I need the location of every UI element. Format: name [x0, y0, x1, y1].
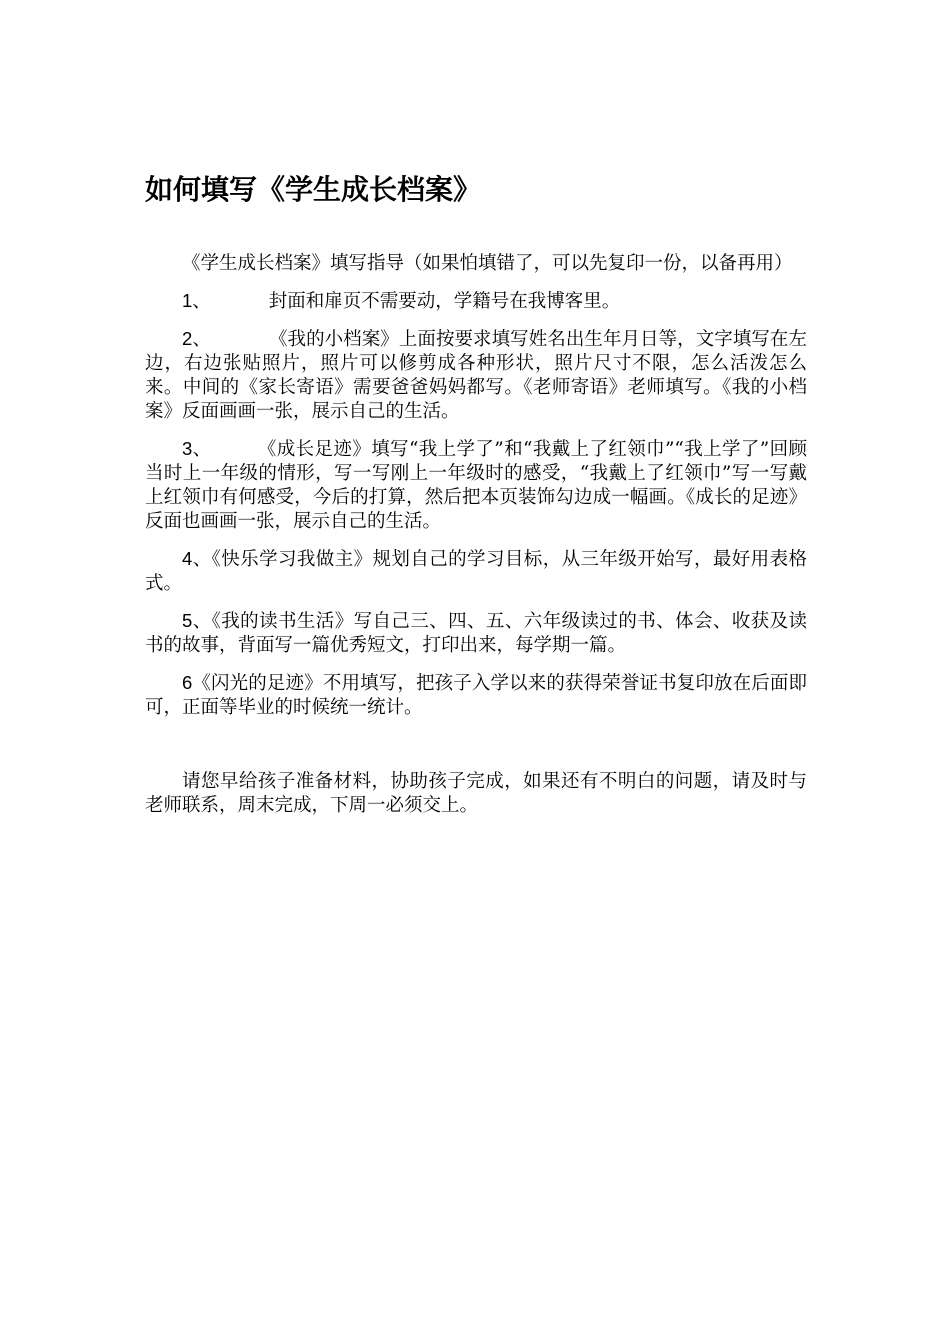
- instruction-item-3: [145, 437, 807, 534]
- paragraph-spacer: [145, 733, 807, 770]
- instruction-item-6: [145, 671, 807, 720]
- closing-paragraph: 请您早给孩子准备材料，协助孩子完成，如果还有不明白的问题，请及时与老师联系，周末完成，下周一必须交上。: [145, 771, 807, 816]
- item-text: 《我的小档案》上面按要求填写姓名出生年月日等，文字填写在左边，右边张贴照片，照片可以修剪成各种形状，照片尺寸不限，怎么活泼怎么来。中间的《家长寄语》需要爸爸妈妈都写。《老师寄语》老师填写。《我的小档案》反面画画一张，展示自己的生活。: [145, 329, 807, 422]
- item-text: 《闪光的足迹》不用填写，把孩子入学以来的获得荣誉证书复印放在后面即可，正面等毕业的时候统一统计。: [145, 673, 807, 718]
- item-number: 1、: [182, 290, 211, 311]
- instruction-item-4: [145, 547, 807, 596]
- item-text: 《快乐学习我做主》规划自己的学习目标，从三年级开始写，最好用表格式。: [145, 549, 807, 594]
- instruction-item-1: [145, 289, 807, 314]
- instruction-item-5: [145, 609, 807, 658]
- item-number: 4、: [182, 548, 212, 569]
- document-title: 如何填写《学生成长档案》: [145, 173, 482, 206]
- item-text: 封面和扉页不需要动，学籍号在我博客里。: [268, 291, 621, 312]
- intro-paragraph: 《学生成长档案》填写指导（如果怕填错了，可以先复印一份，以备再用）: [182, 253, 793, 274]
- item-number: 5、: [182, 610, 212, 631]
- item-number: 3、: [182, 438, 212, 459]
- item-number: 2、: [182, 328, 211, 349]
- item-text: 《我的读书生活》写自己三、四、五、六年级读过的书、体会、收获及读书的故事，背面写一篇优秀短文，打印出来，每学期一篇。: [145, 611, 807, 656]
- item-number: 6: [182, 672, 193, 693]
- document-body: [145, 252, 807, 831]
- instruction-item-2: [145, 327, 807, 424]
- item-text: 《成长足迹》填写“我上学了”和“我戴上了红领巾”“我上学了”回顾当时上一年级的情形，写一写刚上一年级时的感受，“我戴上了红领巾”写一写戴上红领巾有何感受，今后的打算，然后把本页装饰勾边成一幅画。《成长的足迹》反面也画画一张，展示自己的生活。: [145, 439, 807, 532]
